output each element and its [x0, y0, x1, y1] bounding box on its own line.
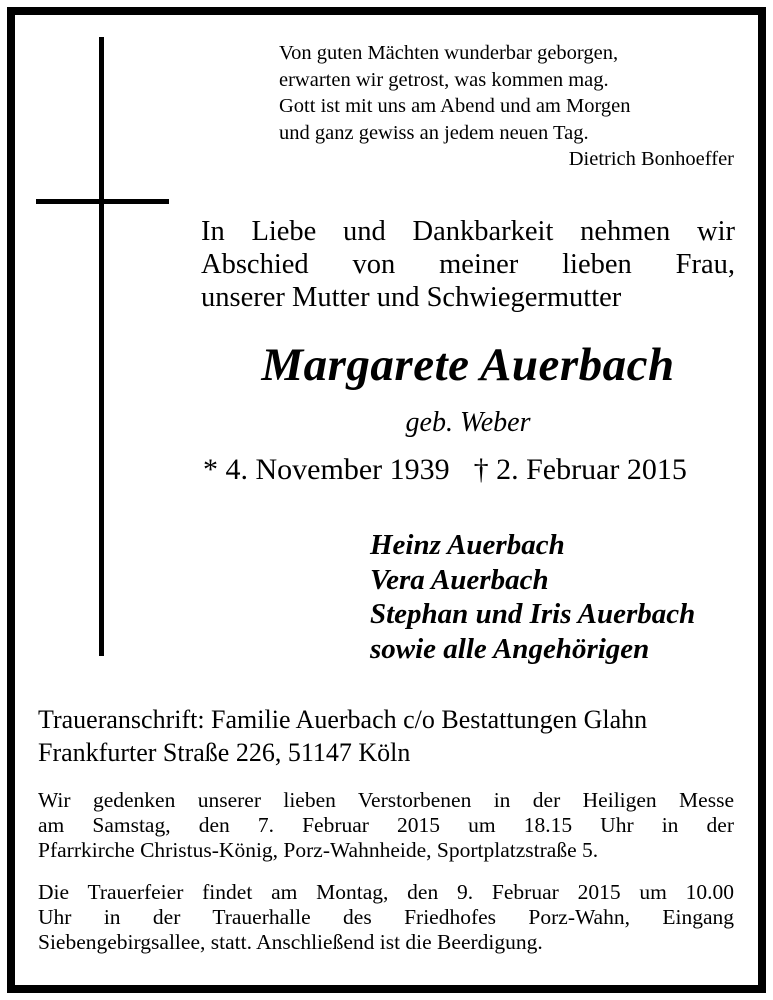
mourner-name: sowie alle Angehörigen [370, 632, 650, 665]
mourners-list [370, 528, 740, 666]
intro-line: Abschied von meiner lieben Frau, [201, 249, 735, 280]
cross-horizontal-bar [36, 199, 169, 204]
intro-line: unserer Mutter und Schwiegermutter [201, 282, 622, 313]
mourning-address [38, 703, 738, 769]
birth-date: * 4. November 1939 [203, 453, 450, 486]
poem-author: Dietrich Bonhoeffer [568, 148, 734, 170]
mass-line: Pfarrkirche Christus-König, Porz-Wahnheide, Sportplatzstraße 5. [38, 838, 599, 862]
mass-announcement [38, 788, 734, 863]
death-date: † 2. Februar 2015 [473, 453, 687, 486]
poem-quote [279, 40, 734, 173]
funeral-line: Siebengebirgsallee, statt. Anschließend ist die Beerdigung. [38, 930, 543, 954]
poem-line: Von guten Mächten wunderbar geborgen, [279, 42, 619, 64]
address-line: Frankfurter Straße 226, 51147 Köln [38, 738, 411, 767]
mourner-name: Stephan und Iris Auerbach [370, 598, 696, 630]
funeral-line: Uhr in der Trauerhalle des Friedhofes Porz-Wahn, Eingang [38, 905, 734, 929]
funeral-line: Die Trauerfeier findet am Montag, den 9. Februar 2015 um 10.00 [38, 880, 734, 904]
funeral-announcement [38, 880, 734, 955]
life-dates [203, 453, 733, 487]
poem-line: und ganz gewiss an jedem neuen Tag. [279, 121, 589, 144]
intro-text [201, 215, 735, 314]
mass-line: am Samstag, den 7. Februar 2015 um 18.15 Uhr in der [38, 813, 734, 837]
maiden-name: geb. Weber [405, 407, 531, 438]
poem-line: Gott ist mit uns am Abend und am Morgen [279, 95, 631, 117]
mourner-name: Heinz Auerbach [370, 529, 565, 561]
poem-line: erwarten wir getrost, was kommen mag. [279, 68, 609, 91]
deceased-name: Margarete Auerbach [261, 339, 675, 391]
mourner-name: Vera Auerbach [370, 563, 549, 596]
intro-line: In Liebe und Dankbarkeit nehmen wir [201, 216, 735, 247]
cross-vertical-bar [99, 37, 104, 656]
address-line: Traueranschrift: Familie Auerbach c/o Bestattungen Glahn [38, 705, 648, 734]
mass-line: Wir gedenken unserer lieben Verstorbenen in der Heiligen Messe [38, 788, 734, 812]
